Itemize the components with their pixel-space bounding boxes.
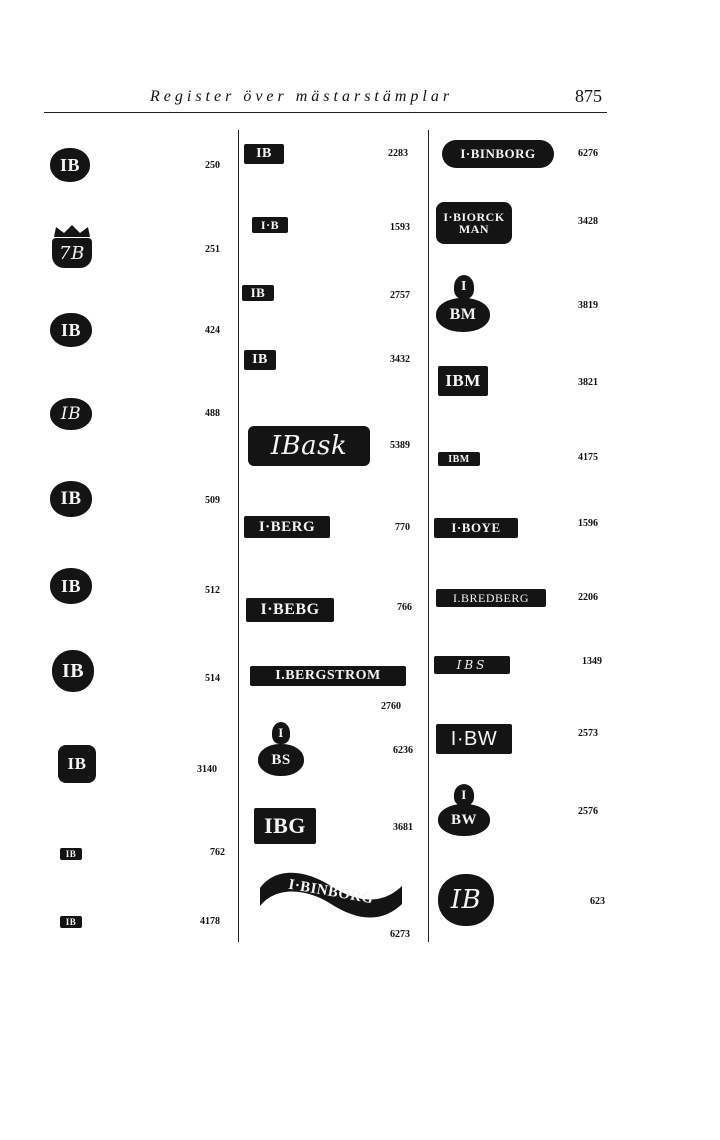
stamp-mark: IB	[50, 398, 92, 430]
stamp-number: 3821	[578, 377, 598, 388]
page-number: 875	[575, 86, 602, 106]
stamp-number: 1593	[390, 222, 410, 233]
page-header-title: Register över mästarstämplar	[150, 88, 454, 105]
stamp-mark: IB	[242, 285, 274, 301]
stamp-mark: BM	[436, 298, 490, 332]
stamp-mark: IBM	[438, 366, 488, 396]
stamp-mark: IB	[50, 313, 92, 347]
stamp-mark: I.BERGSTROM	[250, 666, 406, 686]
header-rule	[44, 112, 607, 113]
stamp-number: 770	[395, 522, 410, 533]
stamp-number: 514	[205, 673, 220, 684]
stamp-mark: IB	[50, 568, 92, 604]
stamp-number: 766	[397, 602, 412, 613]
stamp-number: 2283	[388, 148, 408, 159]
stamp-mark: I·BW	[436, 724, 512, 754]
stamp-mark: I	[454, 784, 474, 806]
stamp-mark-line-1: I·BIORCK	[443, 210, 505, 224]
stamp-mark: I	[454, 275, 474, 299]
stamp-number: 509	[205, 495, 220, 506]
stamp-number: 5389	[390, 440, 410, 451]
stamp-mark: 7B	[52, 238, 92, 268]
stamp-mark: IBS	[434, 656, 510, 674]
stamp-mark: I	[272, 722, 290, 744]
stamp-mark: I·BEBG	[246, 598, 334, 622]
stamp-mark: IB	[244, 350, 276, 370]
stamp-number: 512	[205, 585, 220, 596]
stamp-number: 4178	[200, 916, 220, 927]
stamp-mark: IBG	[254, 808, 316, 844]
stamp-mark: I·BOYE	[434, 518, 518, 538]
stamp-number: 424	[205, 325, 220, 336]
stamp-mark: IB	[438, 874, 494, 926]
stamp-mark: IB	[50, 148, 90, 182]
stamp-number: 623	[590, 896, 605, 907]
stamp-number: 6276	[578, 148, 598, 159]
stamp-mark: IB	[58, 745, 96, 783]
stamp-number: 2760	[381, 701, 401, 712]
stamp-number: 6273	[390, 929, 410, 940]
stamp-mark: I·BINBORG	[287, 876, 375, 907]
stamp-number: 3819	[578, 300, 598, 311]
stamp-mark-line-2: MAN	[458, 222, 490, 236]
stamp-mark: IB	[50, 481, 92, 517]
stamp-number: 762	[210, 847, 225, 858]
stamp-mark: IB	[52, 650, 94, 692]
stamp-number: 1349	[582, 656, 602, 667]
stamp-number: 2576	[578, 806, 598, 817]
stamp-mark: BW	[438, 804, 490, 836]
stamp-mark: BS	[258, 744, 304, 776]
stamp-mark: IBask	[248, 426, 370, 466]
stamp-number: 3428	[578, 216, 598, 227]
stamp-mark: I.BREDBERG	[436, 589, 546, 607]
stamp-mark: I·B	[252, 217, 288, 233]
stamp-number: 3140	[197, 764, 217, 775]
stamp-mark: IB	[60, 916, 82, 928]
stamp-number: 3432	[390, 354, 410, 365]
stamp-number: 6236	[393, 745, 413, 756]
column-divider-right	[428, 130, 429, 942]
stamp-number: 250	[205, 160, 220, 171]
stamp-number: 488	[205, 408, 220, 419]
stamp-number: 2757	[390, 290, 410, 301]
stamp-mark: I·BERG	[244, 516, 330, 538]
stamp-number: 1596	[578, 518, 598, 529]
stamp-mark	[436, 202, 512, 244]
stamp-number: 251	[205, 244, 220, 255]
stamp-mark: IBM	[438, 452, 480, 466]
stamp-number: 4175	[578, 452, 598, 463]
stamp-mark: I·BINBORG	[442, 140, 554, 168]
stamp-number: 2573	[578, 728, 598, 739]
stamp-number: 3681	[393, 822, 413, 833]
stamp-number: 2206	[578, 592, 598, 603]
stamp-mark: IB	[244, 144, 284, 164]
crown-icon	[52, 224, 92, 238]
stamp-mark: IB	[60, 848, 82, 860]
column-divider-left	[238, 130, 239, 942]
